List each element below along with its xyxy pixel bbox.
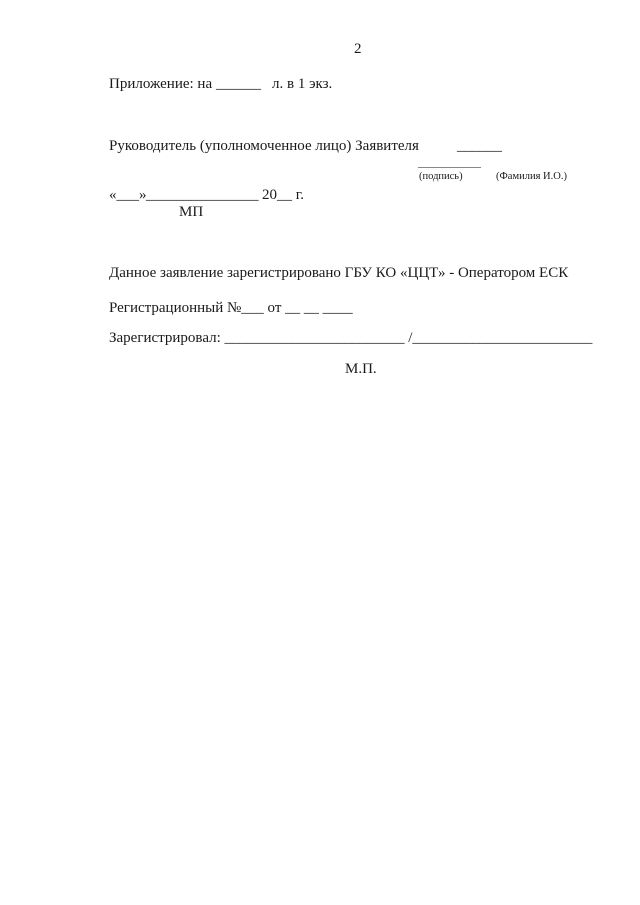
date-month-blank: _______________ xyxy=(146,187,259,203)
attachment-suffix: л. в 1 экз. xyxy=(272,76,333,92)
registration-statement: Данное заявление зарегистрировано ГБУ КО «ЦЦТ» - Оператором ЕСК xyxy=(109,265,569,281)
registration-number: Регистрационный №___ от __ __ ____ xyxy=(109,300,353,316)
registration-stamp: М.П. xyxy=(345,361,377,377)
name-caption: (Фамилия И.О.) xyxy=(496,171,567,182)
date-year: 20__ г. xyxy=(262,187,304,203)
signature-caption: (подпись) xyxy=(419,171,463,182)
head-label: Руководитель (уполномоченное лицо) Заявителя xyxy=(109,138,419,154)
page-number: 2 xyxy=(354,41,362,57)
attachment-pages-blank: ______ xyxy=(216,76,261,92)
stamp-mp: МП xyxy=(179,204,204,220)
date-day: «___» xyxy=(109,187,147,203)
attachment-label: Приложение: на xyxy=(109,76,213,92)
signature-underline: ____________ xyxy=(418,158,481,169)
signature-blank: ______ xyxy=(457,138,502,154)
registered-by: Зарегистрировал: ________________________ /________________________ xyxy=(109,330,593,346)
